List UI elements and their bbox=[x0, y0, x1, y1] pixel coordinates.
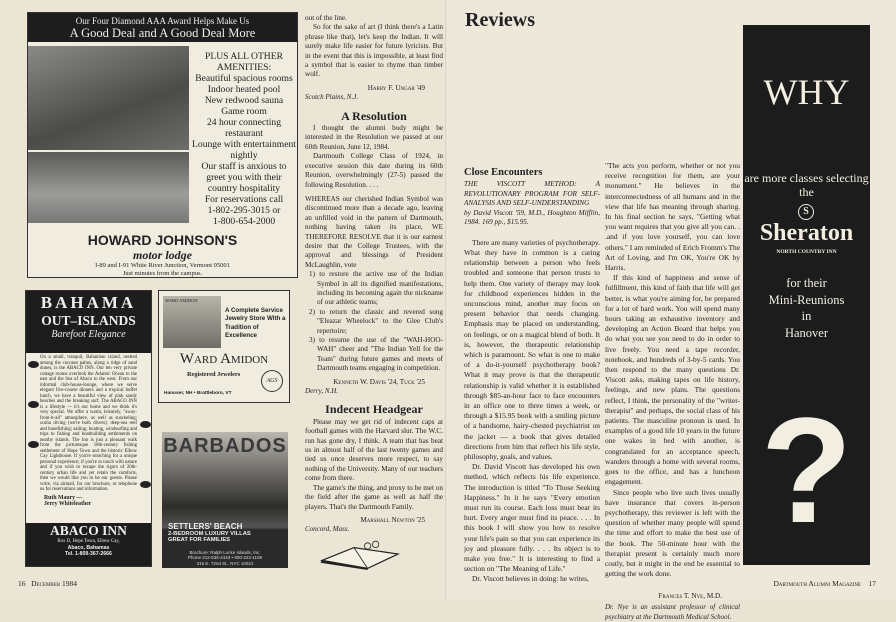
hojo-headline-1: Our Four Diamond AAA Award Helps Make Us bbox=[75, 16, 250, 26]
storefront-photo bbox=[163, 296, 221, 348]
indoor-pool-photo bbox=[28, 152, 189, 223]
ward-tagline: A Complete Service Jewelry Store With a Tradition of Excellence bbox=[225, 307, 286, 339]
letter-signature: Harry F. Ungar '49 bbox=[367, 83, 425, 92]
why-headline: WHY bbox=[763, 72, 850, 112]
review-paragraph: Dr. Viscott believes in doing: he writes, bbox=[472, 574, 589, 584]
ward-locations: Hanover, NH • Brattleboro, VT bbox=[164, 391, 232, 396]
footprint-icon bbox=[140, 481, 151, 488]
line: Hanover bbox=[784, 325, 829, 340]
signers bbox=[26, 495, 151, 507]
letter-paragraph: Please may we get rid of indecent caps at football games with the Harvard slur. The W.C. run has gone dry, I think. A team that has beat us in almost half of the last twenty games and tied us once deserves more respect, to say nothing of the University. Many of our teachers come from there. bbox=[305, 417, 443, 483]
howard-johnson-ad bbox=[27, 12, 298, 278]
book-info bbox=[464, 180, 600, 228]
footprint-icon bbox=[28, 441, 39, 448]
bahama-banner bbox=[26, 291, 151, 353]
barbados-ad bbox=[162, 432, 288, 568]
ward-amidon-ad bbox=[158, 290, 290, 403]
reviewer-note: Dr. Nye is an assistant professor of clinical psychiatry at the Dartmouth Medical School. bbox=[605, 602, 740, 621]
north-country-inn: NORTH COUNTRY INN bbox=[776, 249, 837, 255]
letter-paragraph: Dartmouth College Class of 1924, in executive session this date during its 60th Reunion, overwhelmingly (27-5) passed the following Resolution. . . . bbox=[305, 152, 443, 189]
line: for their bbox=[786, 276, 827, 290]
page-number: 17 bbox=[868, 579, 876, 588]
amenities-list bbox=[192, 51, 296, 227]
bahama-title: BAHAMA bbox=[40, 293, 137, 312]
letter-paragraph: The game's the thing, and proxy to be met on the field after the game as well as half the players. That's the Dartmouth Family. bbox=[305, 483, 443, 511]
amenity-item: 1-800-654-2000 bbox=[212, 216, 276, 227]
hojo-subname: motor lodge bbox=[133, 248, 192, 262]
review-paragraph: Dr. David Viscott has developed his own method, which reflects his life experience. The introduction is titled "To Those Seeking Happiness." In it he says "Every emotion must run its course. Each loss must bear its hurt. Every anger must find its peace. . . . In this book I will show you how to resolve your life's pain so that you can experience its joy and pleasure fully. . . . Its object is to make you free." It is interesting to find a section on "The Meaning of Life." bbox=[464, 462, 600, 574]
amenity-item: Lounge with entertainment nightly bbox=[192, 139, 296, 161]
hojo-banner bbox=[28, 13, 297, 42]
villas-line: 2-BEDROOM LUXURY VILLAS bbox=[168, 530, 251, 537]
letters-column bbox=[305, 14, 443, 535]
letter-paragraph: out of the line. bbox=[305, 14, 347, 22]
review-title: Close Encounters bbox=[464, 167, 543, 178]
bahama-abaco-inn-ad bbox=[25, 290, 152, 567]
book-byline: by David Viscott '59, M.D., Houghton Mifflin, 1984. 169 pp., $15.95. bbox=[464, 208, 600, 227]
sheraton-ad bbox=[743, 25, 870, 565]
hojo-name: HOWARD JOHNSON'S bbox=[87, 232, 238, 248]
review-paragraph: There are many varieties of psychotherapy. What they have in common is a caring relationship between a person who feels troubled and someone that person trusts to help them. One variety of therapy may look for childhood experiences hidden in the unconscious mind, another may focus on present behavior that needs changing. Emphasis may be placed on understanding, on feelings, or on a magical blend of both. It is, however, the therapeutic relationship which is paramount. So what is one to make of a do-it-yourself psychotherapy book? What it may prove is that the therapeutic relationship is valid whether it is established through $85-an-hour face to face encounters in an office one to three times a week, or through a $15.95 book with a smiling picture of a handsome, hairy-chested psychiatrist on the jacket — a book that gives detailed directions from him that reflect his life style, philosophy, goals, and values. bbox=[464, 237, 600, 461]
amenity-item: Our staff is anxious to greet you with their country hospitality bbox=[201, 161, 287, 194]
review-paragraph: Since people who live such lives usually have insurance that covers in-person psychotherapy, this reviewer is left with the question of whether many people will spend the time and effort to make the best use of the book. The 50-minute hour with the therapist present is certainly much more costly, but it might in the end be essential to getting the work done. bbox=[605, 487, 740, 579]
review-paragraph: If this kind of happiness and sense of fulfillment, this kind of faith that life will get better, is what you're aiming for, be prepared for a lot of hard work. You will spend many hours taking an exhaustive inventory and developing an Action Board that helps you do what you see you need to do in order to live freely. You need a tape recorder, notebook, and hundreds of 3-by-5 cards. You then respond to the many questions Dr. Viscott asks, making tapes on life history, feelings, and new plans. The questions reflect, I think, the personality of the "writer-therapist" and perhaps, the social class of his patients. The masculine pronoun is used. In examples of a good life 10 years in the future one wakes in bed with another, is congratulated for an acceptance speech, wanders through a home with several rooms, goes to the office, and has a luncheon engagement. bbox=[605, 273, 740, 487]
issue-date: December 1984 bbox=[31, 579, 78, 588]
barbados-title: BARBADOS bbox=[163, 435, 287, 457]
address-line: 315 E. 72nd St., NYC 10021 bbox=[196, 560, 254, 566]
open-book-glasses-illustration bbox=[310, 538, 410, 570]
hojo-headline-2: A Good Deal and A Good Deal More bbox=[69, 26, 256, 40]
settlers-beach: SETTLERS' BEACH bbox=[168, 522, 243, 531]
letter-signature: Marshall Newton '25 bbox=[360, 515, 425, 524]
letter-paragraph: So for the sake of art (I think there's a Latin phrase like that), let's keep the Indian. It will surely make life easier for future lyricists. But in the event that this is impossible, at least find a symbol that is easier to rhyme than timber wolf. bbox=[305, 23, 443, 79]
sheraton-logo-icon: S bbox=[798, 204, 814, 220]
letter-signature: Kenneth W. Davis '24, Tuck '25 bbox=[333, 377, 425, 386]
resolution-item: 3) to resume the use of the "WAH-HOO-WAH" cheer and "The Indian Yell for the Team" during future games and meets of Dartmouth teams engaging in competition. bbox=[309, 336, 443, 373]
left-page bbox=[0, 0, 448, 600]
phone-line: Phone 212-535-2443 • 800-223-1108 bbox=[187, 555, 263, 561]
page-number: 16 bbox=[18, 579, 26, 588]
letter-place: Scotch Plains, N.J. bbox=[305, 93, 359, 102]
footprint-icon bbox=[28, 361, 39, 368]
amenity-item: Game room bbox=[221, 106, 267, 117]
abaco-location: Abaco, Bahamas bbox=[67, 544, 110, 551]
sheraton-line-2 bbox=[743, 275, 870, 341]
page-footer-right bbox=[774, 579, 876, 588]
amenity-item: 1-802-295-3015 or bbox=[207, 205, 281, 216]
abaco-footer bbox=[26, 523, 151, 566]
question-mark: ? bbox=[760, 386, 853, 554]
abaco-body-text: On a small, tranquil, Bahamian island, nestled among the coconut palms, along a ridge of sand dunes, is the ABACO INN. Our ten very private cottage rooms overlook the Atlantic Ocean to the east and the Sea of Abaco to the west. From our informal club-house-lounge, where we serve elegant five-course dinners and a tropical buffet lunch, we have a beautiful view of pink sandy beaches and the breaking surf. The ABACO INN is a lifestyle — it's our home and we think it's very special. We offer a warm, leisurely, "away-from-it-all" atmosphere, as well as snorkeling; scuba diving (we're both divers); deep-sea reef and bonefishing; sailing; boating, windsurfing and trips to fishing and boatbuilding settlements on nearby islands. The Inn is just a pleasant walk from the picturesque 18th-century fishing settlement of Hope Town and the historic Elbow Cay Lighthouse. If you're searching for a unique personal experience; if you're in touch with nature and if you wish to escape the rigors of 20th-century urban life and yet retain the comforts, then we would like you to be our guests. Please write, via airmail, for our brochure, or telephone us for reservations and information. bbox=[40, 355, 137, 492]
store-sign: WARD AMIDON bbox=[165, 298, 198, 303]
footprint-icon bbox=[28, 401, 39, 408]
resolution-item: 2) to return the classic and revered song "Eleazar Wheelock" to the Glee Club's repertoire; bbox=[309, 307, 443, 335]
hojo-address bbox=[28, 262, 297, 277]
barefoot-elegance: Barefoot Elegance bbox=[51, 329, 126, 340]
families-line: GREAT FOR FAMILIES bbox=[168, 537, 231, 543]
review-paragraph: "The acts you perform, whether or not you receive recognition for them, are your monument." He believes in the interconnectedness of all humans and in the view that life has meaning through sharing. In his final section he says, "Getting what you want requires that you give all you can. . .and if you love yourself, you can love others." I am reminded of Erich Fromm's The Art of Loving, and I'm OK, You're OK by Harris. bbox=[605, 161, 740, 273]
signer: Ruth Maury — bbox=[44, 494, 83, 501]
whereas-paragraph: WHEREAS our cherished Indian Symbol was discontinued more than a decade ago, leaving an unfilled void in the pattern of Dartmouth, nothing having taken its place, WE THEREFORE RESOLVE that it is our earnest desire that the College Trustees, with the approval and blessings of President McLaughlin, vote bbox=[305, 194, 443, 269]
settlers-beach-text bbox=[168, 524, 251, 544]
ward-name: Ward Amidon bbox=[179, 351, 269, 367]
signer: Jerry Whiteleather bbox=[44, 500, 92, 507]
page-footer-left bbox=[18, 579, 77, 588]
letter-paragraph: I thought the alumni body might be interested in the Resolution we passed at our 60th Reunion, June 12, 1984. bbox=[305, 124, 443, 151]
tagline: Just minutes from the campus. bbox=[122, 269, 203, 277]
amenity-item: Beautiful spacious rooms bbox=[195, 73, 293, 84]
abaco-address: Box D, Hope Town, Elbow Cay, bbox=[57, 539, 120, 544]
out-islands-title: OUT–ISLANDS bbox=[41, 313, 136, 328]
footprint-icon bbox=[140, 421, 151, 428]
hotel-room-photo bbox=[28, 46, 189, 150]
amenity-item: 24 hour connecting restaurant bbox=[206, 117, 282, 139]
letter-place: Derry, N.H. bbox=[305, 387, 339, 396]
abaco-phone: Tel. 1-809-367-2666 bbox=[65, 550, 112, 557]
resolution-item: 1) to restore the active use of the Indian Symbol in all its dignified manifestations, including its becoming again the nickname of our athletic teams; bbox=[309, 270, 443, 307]
book-title: THE VISCOTT METHOD: A REVOLUTIONARY PROGRAM FOR SELF-ANALYSIS AND SELF-UNDERSTANDING bbox=[464, 180, 600, 208]
review-column-2 bbox=[605, 161, 740, 622]
line: Mini-Reunions bbox=[768, 292, 845, 307]
letter-title: A Resolution bbox=[341, 108, 407, 123]
letter-title: Indecent Headgear bbox=[325, 402, 423, 417]
section-title: Reviews bbox=[465, 9, 535, 31]
ags-seal: AGS bbox=[261, 370, 283, 392]
brochure-info bbox=[162, 550, 288, 566]
line: in bbox=[801, 309, 812, 323]
reviewer-signature: Frances T. Nye, M.D. bbox=[658, 592, 722, 601]
sheraton-line-1: are more classes selecting the bbox=[744, 171, 869, 199]
abaco-inn-name: ABACO INN bbox=[50, 523, 127, 538]
amenity-item: Indoor heated pool bbox=[207, 84, 281, 95]
sheraton-brand: Sheraton bbox=[759, 220, 854, 246]
letter-place: Concord, Mass. bbox=[305, 525, 350, 534]
magazine-name: Dartmouth Alumni Magazine bbox=[773, 579, 861, 588]
right-page bbox=[448, 0, 896, 621]
amenity-item: PLUS ALL OTHER AMENITIES: bbox=[205, 51, 283, 73]
brochure-line: Brochure: Ralph Locke Islands, Inc. bbox=[189, 550, 261, 555]
address-line: I-89 and I-91 White River Junction, Vermont 05001 bbox=[95, 262, 230, 269]
review-column-1 bbox=[464, 168, 600, 585]
amenity-item: For reservations call bbox=[204, 194, 284, 205]
ward-subtitle: Registered Jewelers bbox=[187, 371, 241, 378]
amenity-item: New redwood sauna bbox=[204, 95, 284, 106]
